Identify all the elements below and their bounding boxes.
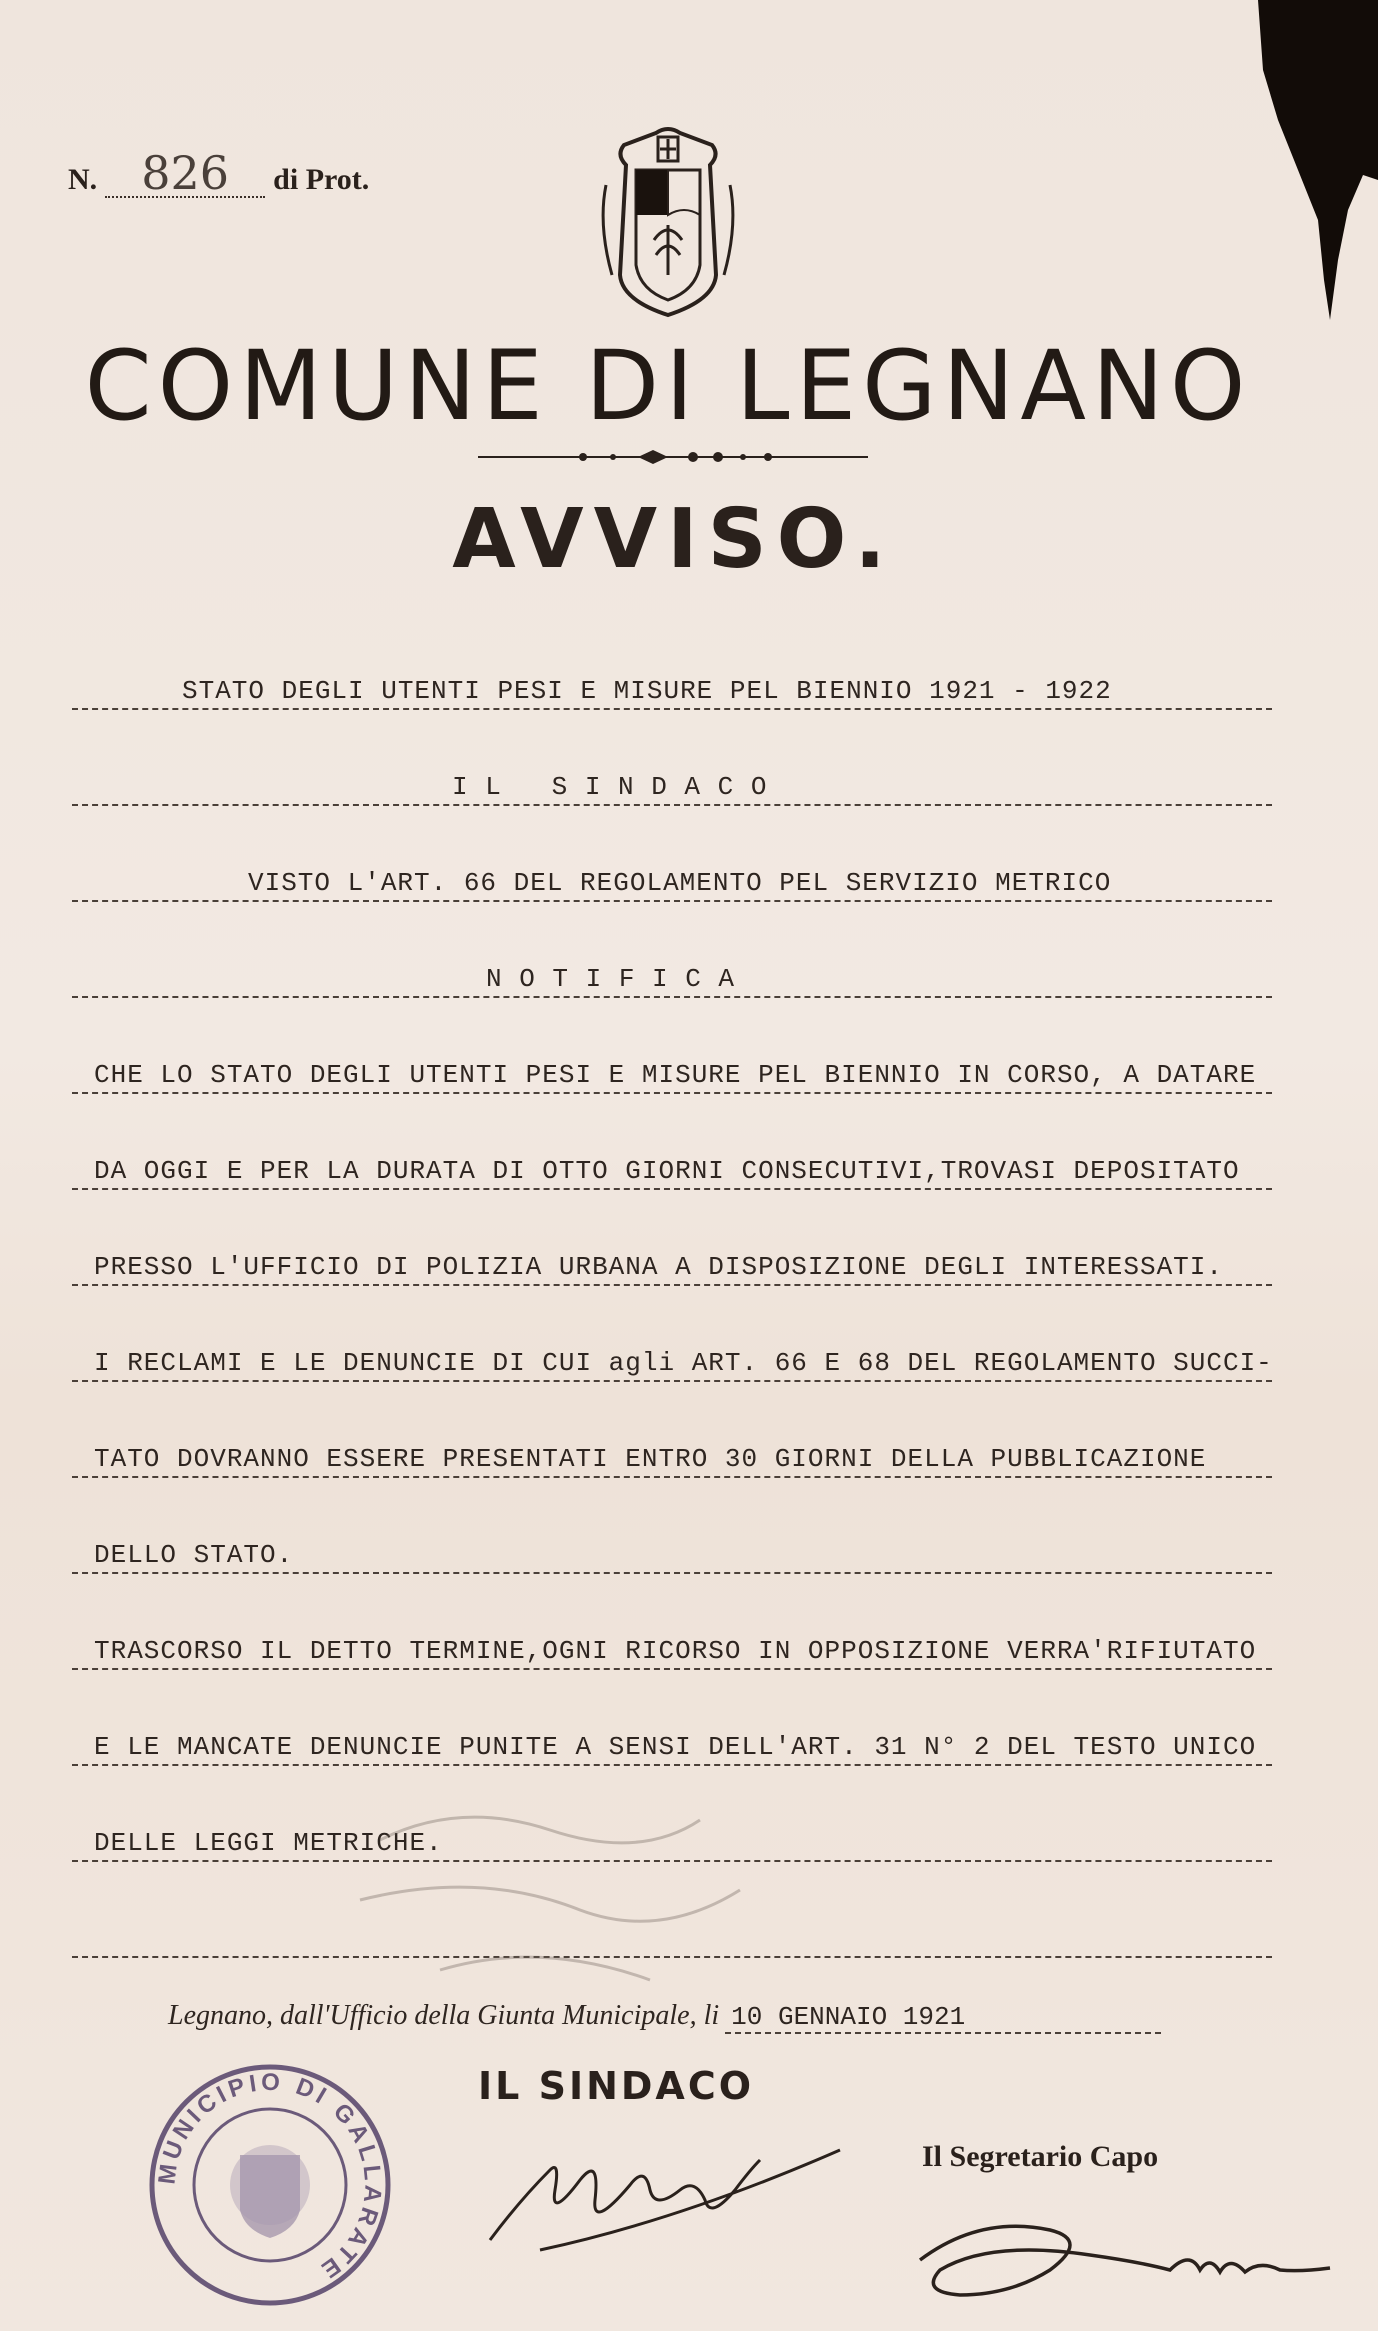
coat-of-arms-icon bbox=[596, 125, 740, 320]
text-line bbox=[72, 1052, 1272, 1094]
seal-text: MUNICIPIO DI GALLARATE bbox=[153, 2068, 387, 2286]
text-line bbox=[72, 860, 1272, 902]
secretary-label: Il Segretario Capo bbox=[922, 2140, 1159, 2173]
line-text: PRESSO L'UFFICIO DI POLIZIA URBANA A DISPOSIZIONE DEGLI INTERESSATI. bbox=[94, 1252, 1223, 1282]
torn-corner bbox=[1238, 0, 1378, 330]
place-text: Legnano, dall'Ufficio della Giunta Municipale, li bbox=[168, 2000, 720, 2031]
text-line bbox=[72, 1244, 1272, 1286]
mayor-signature bbox=[480, 2130, 850, 2260]
text-line bbox=[72, 1532, 1272, 1574]
line-text: DELLO STATO. bbox=[94, 1540, 294, 1570]
line-text: TATO DOVRANNO ESSERE PRESENTATI ENTRO 30 GIORNI DELLA PUBBLICAZIONE bbox=[94, 1444, 1207, 1474]
secretary-signature bbox=[900, 2200, 1340, 2310]
prot-prefix: N. bbox=[68, 163, 98, 196]
prot-number-value: 826 bbox=[105, 150, 265, 198]
line-text: E LE MANCATE DENUNCIE PUNITE A SENSI DELL'ART. 31 N° 2 DEL TESTO UNICO bbox=[94, 1732, 1257, 1762]
faded-stamp-mark bbox=[320, 1780, 780, 2020]
line-text: I L S I N D A C O bbox=[452, 772, 768, 802]
text-line bbox=[72, 956, 1272, 998]
text-line bbox=[72, 764, 1272, 806]
municipal-seal-stamp bbox=[145, 2060, 395, 2310]
prot-suffix: di Prot. bbox=[273, 163, 370, 196]
line-text: I RECLAMI E LE DENUNCIE DI CUI agli ART. 66 E 68 DEL REGOLAMENTO SUCCI- bbox=[94, 1348, 1273, 1378]
date-line bbox=[168, 2000, 1161, 2034]
document-date: 10 GENNAIO 1921 bbox=[725, 2002, 1161, 2034]
text-line bbox=[72, 1436, 1272, 1478]
line-text: VISTO L'ART. 66 DEL REGOLAMENTO PEL SERVIZIO METRICO bbox=[248, 868, 1112, 898]
text-line bbox=[72, 1724, 1272, 1766]
text-line bbox=[72, 668, 1272, 710]
text-line bbox=[72, 1340, 1272, 1382]
line-text: CHE LO STATO DEGLI UTENTI PESI E MISURE PEL BIENNIO IN CORSO, A DATARE bbox=[94, 1060, 1257, 1090]
line-text: N O T I F I C A bbox=[486, 964, 736, 994]
ornamental-divider bbox=[478, 446, 868, 468]
page-title: COMUNE DI LEGNANO bbox=[84, 330, 1252, 442]
text-line bbox=[72, 1628, 1272, 1670]
line-text: DELLE LEGGI METRICHE. bbox=[94, 1828, 443, 1858]
line-text: STATO DEGLI UTENTI PESI E MISURE PEL BIENNIO 1921 - 1922 bbox=[182, 676, 1112, 706]
text-line bbox=[72, 1148, 1272, 1190]
protocol-number bbox=[68, 146, 370, 200]
line-text: DA OGGI E PER LA DURATA DI OTTO GIORNI CONSECUTIVI,TROVASI DEPOSITATO bbox=[94, 1156, 1240, 1186]
line-text: TRASCORSO IL DETTO TERMINE,OGNI RICORSO IN OPPOSIZIONE VERRA'RIFIUTATO bbox=[94, 1636, 1257, 1666]
mayor-label: IL SINDACO bbox=[478, 2064, 755, 2108]
notice-heading: AVVISO. bbox=[452, 492, 896, 587]
